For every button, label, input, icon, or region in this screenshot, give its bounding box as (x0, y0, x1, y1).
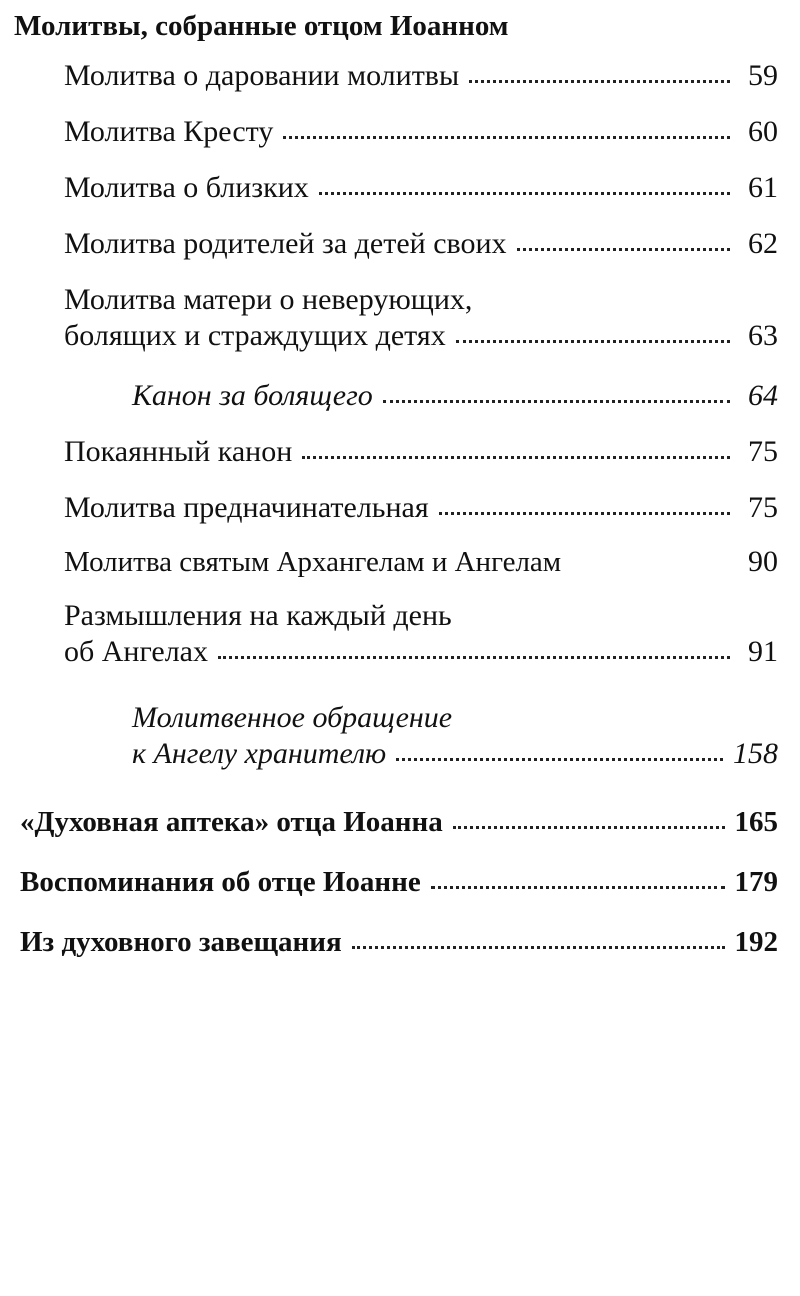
toc-entry-title-cont: об Ангелах (64, 635, 208, 668)
toc-entry (64, 544, 778, 580)
toc-entry-title: Воспоминания об отце Иоанне (20, 866, 421, 898)
toc-entry-title: Покаянный канон (64, 435, 293, 468)
toc-entry (64, 226, 778, 262)
toc-entry-title: Канон за болящего (132, 379, 373, 412)
toc-entry-title: Молитва матери о неверующих, (64, 283, 473, 316)
toc-entry-page: 179 (734, 866, 778, 898)
dot-leader (283, 127, 730, 139)
toc-entry-title: Молитва родителей за детей своих (64, 227, 507, 260)
toc-entry-title-cont: болящих и страждущих детях (64, 319, 446, 352)
toc-entry (64, 598, 778, 670)
toc-entry-page: 192 (734, 926, 778, 958)
dot-leader (431, 878, 725, 890)
dot-leader (352, 938, 725, 950)
toc-entry-title: Молитвенное обращение (132, 701, 453, 734)
toc-entry-page: 158 (733, 737, 778, 770)
dot-leader (453, 818, 725, 830)
toc-entry-page: 60 (748, 115, 778, 148)
toc-entry-title-cont: к Ангелу хранителю (132, 737, 387, 770)
toc-entry-page: 165 (734, 806, 778, 838)
toc-entry-title: Молитва о даровании молитвы (64, 59, 460, 92)
toc-entry (20, 864, 778, 900)
toc-entry-title: Молитва о близких (64, 171, 309, 204)
dot-leader (439, 503, 730, 515)
toc-entry (64, 490, 778, 526)
dot-leader (396, 749, 723, 761)
dot-leader (456, 331, 730, 343)
toc-entry-page: 75 (748, 435, 778, 468)
toc-entry-title: «Духовная аптека» отца Иоанна (20, 806, 443, 838)
toc-entry (64, 114, 778, 150)
toc-entry (132, 700, 778, 772)
toc-entry-title: Молитва предначинательная (64, 491, 429, 524)
section-heading: Молитвы, собранные отцом Иоанном (14, 10, 509, 42)
toc-entry-page: 63 (748, 319, 778, 352)
toc-entry (20, 804, 778, 840)
toc-entry (64, 434, 778, 470)
toc-entry-page: 62 (748, 227, 778, 260)
dot-leader (469, 71, 730, 83)
dot-leader (218, 647, 730, 659)
dot-leader (383, 391, 730, 403)
toc-entry-page: 61 (748, 171, 778, 204)
toc-entry-page: 90 (748, 545, 778, 578)
toc-entry-page: 64 (748, 379, 778, 412)
toc-entry-page: 75 (748, 491, 778, 524)
dot-leader (517, 239, 730, 251)
toc-entry-title: Молитва святым Архангелам и Ангелам (64, 546, 562, 578)
toc-entry-title: Из духовного завещания (20, 926, 342, 958)
toc-entry (64, 170, 778, 206)
toc-entry-title: Молитва Кресту (64, 115, 274, 148)
toc-entry (64, 282, 778, 354)
toc-entry-title: Размышления на каждый день (64, 599, 452, 632)
toc-entry (132, 378, 778, 414)
toc-entry (20, 924, 778, 960)
dot-leader (302, 447, 730, 459)
toc-entry-page: 59 (748, 59, 778, 92)
dot-leader (319, 183, 730, 195)
toc-entry-page: 91 (748, 635, 778, 668)
toc-entry (64, 58, 778, 94)
